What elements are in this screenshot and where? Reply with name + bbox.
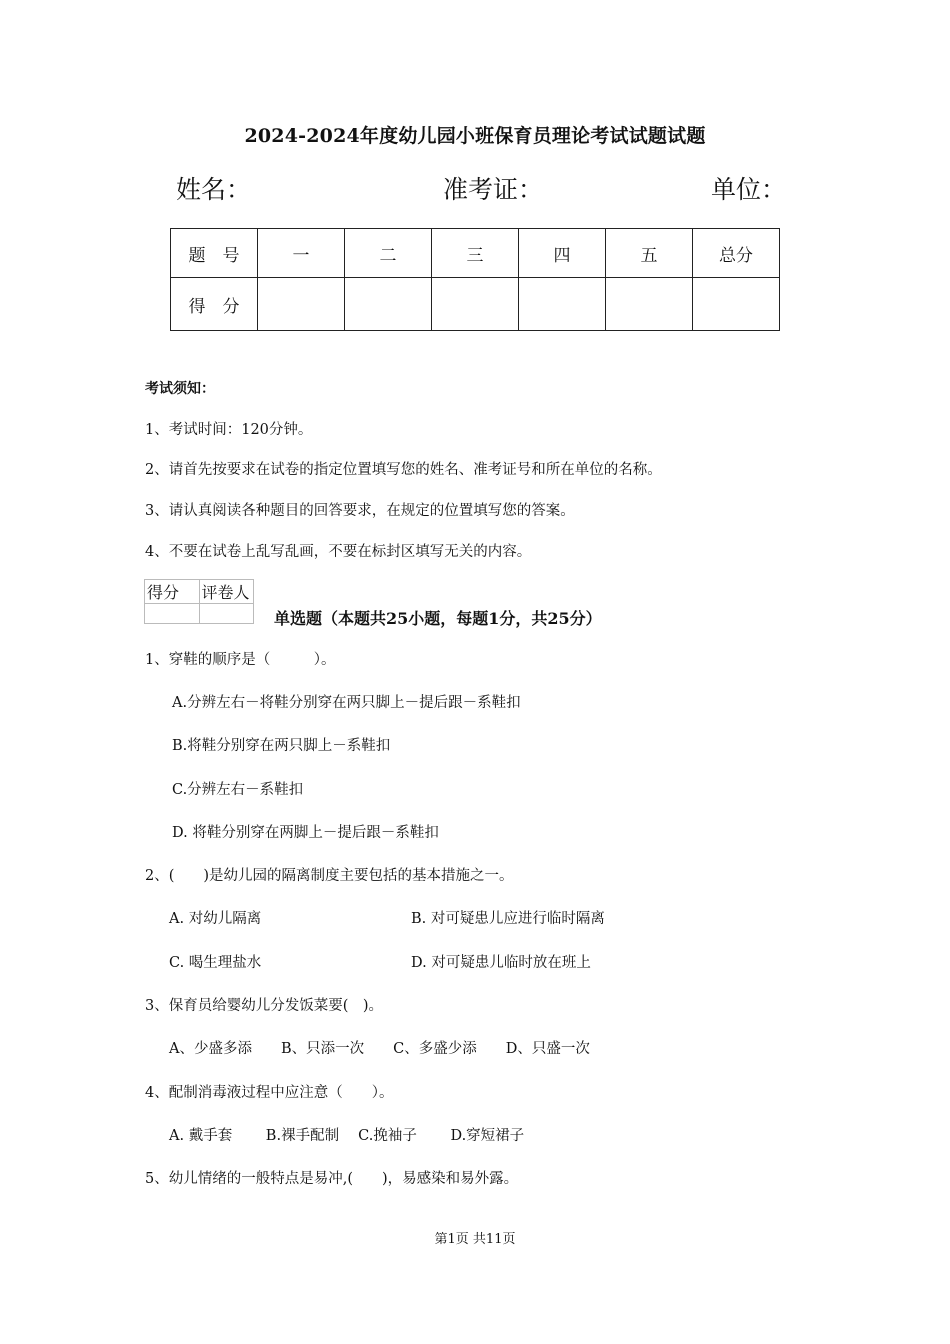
question-4-options[interactable]: A. 戴手套 B.裸手配制 C.挽袖子 D.穿短裙子 [169,1128,525,1144]
score-header-cell: 题 号 [171,229,258,278]
score-table [170,228,780,331]
score-table-header-row [171,229,780,278]
score-cell[interactable] [519,278,606,331]
score-header-cell: 一 [258,229,345,278]
page-title: 2024-2024年度幼儿园小班保育员理论考试试题试题 [244,125,706,147]
score-cell[interactable] [258,278,345,331]
grader-name-header: 评卷人 [199,580,254,604]
grader-score-cell[interactable] [145,604,200,624]
notice-item: 3、请认真阅读各种题目的回答要求，在规定的位置填写您的答案。 [145,503,575,519]
question-1-option-d[interactable]: D. 将鞋分别穿在两脚上－提后跟－系鞋扣 [172,825,439,841]
score-table-score-row [171,278,780,331]
score-cell[interactable] [693,278,780,331]
score-row-label: 得 分 [171,278,258,331]
question-4-stem: 4、配制消毒液过程中应注意（ ）。 [145,1085,394,1101]
score-cell[interactable] [432,278,519,331]
unit-label: 单位： [711,175,787,204]
question-1-option-c[interactable]: C.分辨左右－系鞋扣 [172,782,304,798]
name-label: 姓名： [176,175,252,204]
question-1-option-a[interactable]: A.分辨左右－将鞋分别穿在两只脚上－提后跟－系鞋扣 [172,695,521,711]
question-5-stem: 5、幼儿情绪的一般特点是易冲,( )，易感染和易外露。 [145,1171,519,1187]
notice-item: 4、不要在试卷上乱写乱画，不要在标封区填写无关的内容。 [145,544,532,560]
page-footer: 第1页 共11页 [434,1232,516,1247]
score-header-cell: 总分 [693,229,780,278]
question-2-option-d[interactable]: D. 对可疑患儿临时放在班上 [411,955,591,971]
grader-name-cell[interactable] [199,604,254,624]
question-2-option-b[interactable]: B. 对可疑患儿应进行临时隔离 [411,911,605,927]
ticket-number-label: 准考证： [443,175,544,204]
notice-item: 1、考试时间：120分钟。 [145,422,313,438]
score-header-cell: 三 [432,229,519,278]
grader-score-header: 得分 [145,580,200,604]
question-3-options[interactable]: A、少盛多添 B、只添一次 C、多盛少添 D、只盛一次 [169,1041,590,1057]
section-title: 单选题（本题共25小题，每题1分，共25分） [274,609,602,628]
notice-item: 2、请首先按要求在试卷的指定位置填写您的姓名、准考证号和所在单位的名称。 [145,462,662,478]
notice-title: 考试须知： [145,381,215,397]
score-header-cell: 五 [606,229,693,278]
question-2-option-a[interactable]: A. 对幼儿隔离 [169,911,262,927]
score-header-cell: 二 [345,229,432,278]
grader-table [144,579,254,624]
question-2-stem: 2、( )是幼儿园的隔离制度主要包括的基本措施之一。 [145,868,514,884]
score-header-cell: 四 [519,229,606,278]
question-1-option-b[interactable]: B.将鞋分别穿在两只脚上－系鞋扣 [172,738,391,754]
score-cell[interactable] [345,278,432,331]
score-cell[interactable] [606,278,693,331]
question-2-option-c[interactable]: C. 喝生理盐水 [169,955,262,971]
question-1-stem: 1、穿鞋的顺序是（ ）。 [145,652,336,668]
question-3-stem: 3、保育员给婴幼儿分发饭菜要( )。 [145,998,384,1014]
